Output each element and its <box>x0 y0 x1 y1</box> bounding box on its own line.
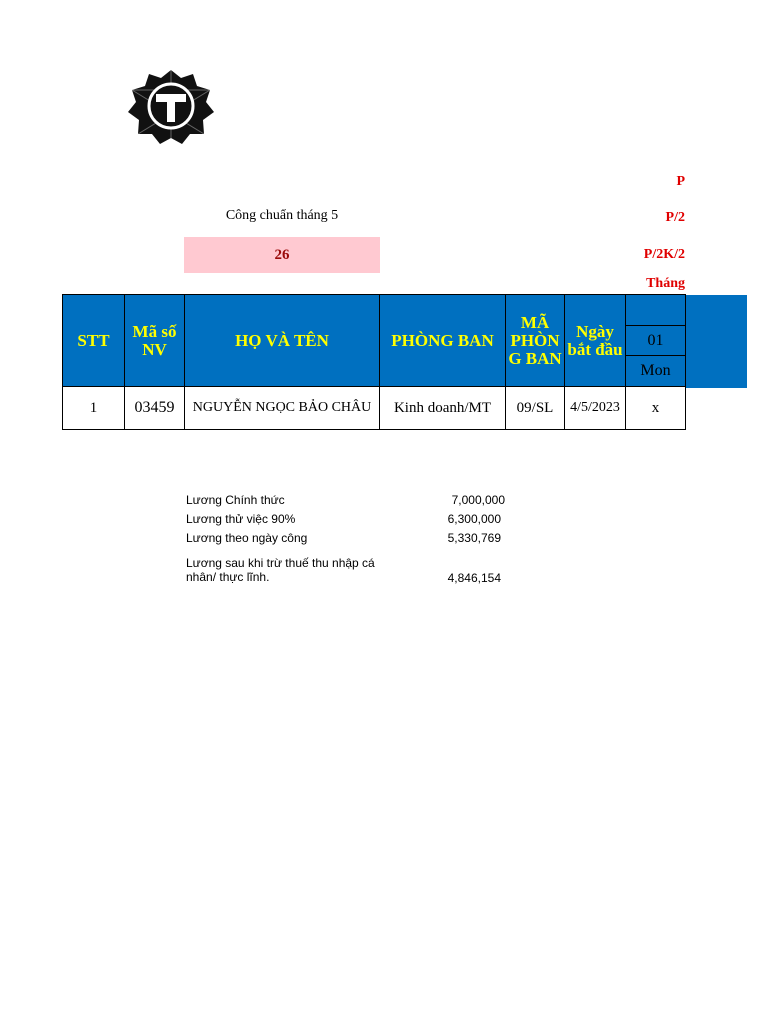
salary-net-label: Lương sau khi trừ thuế thu nhập cá nhân/ thực lĩnh. <box>186 556 375 584</box>
header-full-name: HỌ VÀ TÊN <box>185 295 380 387</box>
salary-workdays-value: 5,330,769 <box>447 531 501 545</box>
salary-probation-label: Lương thử việc 90% <box>186 512 296 526</box>
cell-department: Kinh doanh/MT <box>380 387 506 430</box>
header-department-code: MÃ PHÒN G BAN <box>506 295 565 387</box>
header-extension <box>686 295 747 388</box>
salary-official-value: 7,000,000 <box>451 493 505 507</box>
timesheet-table <box>62 294 686 430</box>
standard-days-label: Công chuẩn tháng 5 <box>225 208 339 223</box>
salary-net-value: 4,846,154 <box>447 571 501 585</box>
header-stt: STT <box>63 295 125 387</box>
legend-month: Tháng <box>646 276 685 291</box>
salary-official-label: Lương Chính thức <box>186 493 285 507</box>
cell-full-name: NGUYỄN NGỌC BẢO CHÂU <box>185 387 380 430</box>
legend-half-day: P/2 <box>665 210 685 225</box>
header-department: PHÒNG BAN <box>380 295 506 387</box>
cell-employee-id: 03459 <box>125 387 185 430</box>
cell-start-date: 4/5/2023 <box>565 387 626 430</box>
salary-workdays-label: Lương theo ngày công <box>186 531 308 545</box>
table-row <box>63 387 686 430</box>
header-day-group <box>626 295 686 326</box>
legend-full-day: P <box>676 174 685 189</box>
cell-day-01: x <box>626 387 686 430</box>
legend-half-day-unpaid: P/2K/2 <box>643 247 685 262</box>
company-logo-icon <box>126 68 216 146</box>
cell-stt: 1 <box>63 387 125 430</box>
salary-probation-value: 6,300,000 <box>447 512 501 526</box>
header-day-name: Mon <box>626 356 686 387</box>
header-employee-id: Mã số NV <box>125 295 185 387</box>
header-start-date: Ngày bắt đầu <box>565 295 626 387</box>
cell-department-code: 09/SL <box>506 387 565 430</box>
standard-days-value: 26 <box>184 237 380 273</box>
header-day-number: 01 <box>626 326 686 356</box>
